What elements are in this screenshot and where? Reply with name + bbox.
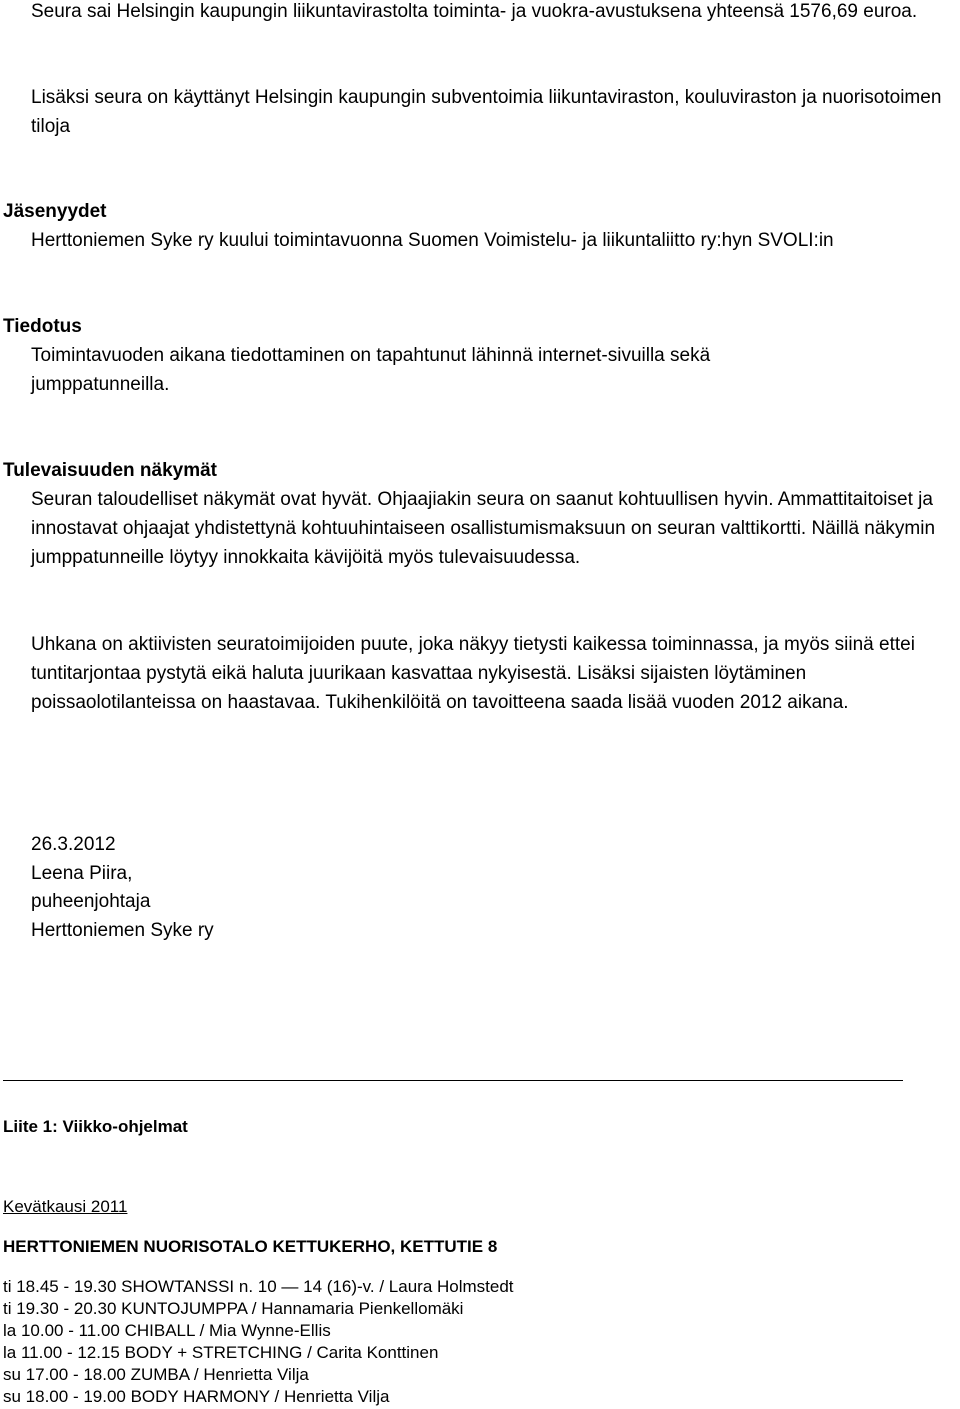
schedule-item: ti 18.45 - 19.30 SHOWTANSSI n. 10 — 14 (16)-v. / Laura Holmstedt (3, 1277, 514, 1296)
schedule-item: la 10.00 - 11.00 CHIBALL / Mia Wynne-Ellis (3, 1321, 331, 1340)
signature-organization: Herttoniemen Syke ry (31, 920, 214, 941)
venue-heading: HERTTONIEMEN NUORISOTALO KETTUKERHO, KETTUTIE 8 (3, 1237, 498, 1256)
appendix-title: Liite 1: Viikko-ohjelmat (3, 1117, 188, 1136)
schedule-item: su 17.00 - 18.00 ZUMBA / Henrietta Vilja (3, 1365, 309, 1384)
signature-role: puheenjohtaja (31, 891, 151, 912)
signature-date: 26.3.2012 (31, 834, 116, 855)
heading-information: Tiedotus (3, 316, 82, 337)
intro-paragraph-funding: Seura sai Helsingin kaupungin liikuntavirastolta toiminta- ja vuokra-avustuksena yhteensä 1576,69 euroa. (31, 1, 918, 22)
signature-name: Leena Piira, (31, 863, 133, 884)
season-title: Kevätkausi 2011 (3, 1197, 128, 1216)
heading-memberships: Jäsenyydet (3, 201, 107, 222)
schedule-item: la 11.00 - 12.15 BODY + STRETCHING / Carita Konttinen (3, 1343, 439, 1362)
section-divider (3, 1080, 903, 1081)
schedule-item: su 18.00 - 19.00 BODY HARMONY / Henrietta Vilja (3, 1387, 390, 1406)
intro-paragraph-facilities: Lisäksi seura on käyttänyt Helsingin kaupungin subventoimia liikuntaviraston, kouluviraston ja nuorisotoimen tiloja (31, 87, 942, 137)
paragraph-information: Toimintavuoden aikana tiedottaminen on tapahtunut lähinnä internet-sivuilla sekä jumppatunneilla. (31, 345, 711, 395)
paragraph-memberships: Herttoniemen Syke ry kuului toimintavuonna Suomen Voimistelu- ja liikuntaliitto ry:hyn SVOLI:in (31, 230, 834, 251)
heading-future-outlook: Tulevaisuuden näkymät (3, 460, 217, 481)
schedule-item: ti 19.30 - 20.30 KUNTOJUMPPA / Hannamaria Pienkellomäki (3, 1299, 464, 1318)
weekly-schedule-list (3, 1276, 514, 1408)
paragraph-future-outlook: Seuran taloudelliset näkymät ovat hyvät. Ohjaajiakin seura on saanut kohtuullisen hyvin. Ammattitaitoiset ja innostavat ohjaajat yhdistettynä kohtuuhintaiseen osallistumismaksuun on seuran valttikortti. Näillä näkymin jumppatunneille löytyy innokkaita kävijöitä myös tulevaisuudessa. (31, 489, 936, 568)
paragraph-threats: Uhkana on aktiivisten seuratoimijoiden puute, joka näkyy tietysti kaikessa toiminnassa, ja myös siinä ettei tuntitarjontaa pystytä eikä haluta juurikaan kasvattaa nykyisestä. Lisäksi sijaisten löytäminen poissaolotilanteissa on haastavaa. Tukihenkilöitä on tavoitteena saada lisää vuoden 2012 aikana. (31, 634, 915, 713)
